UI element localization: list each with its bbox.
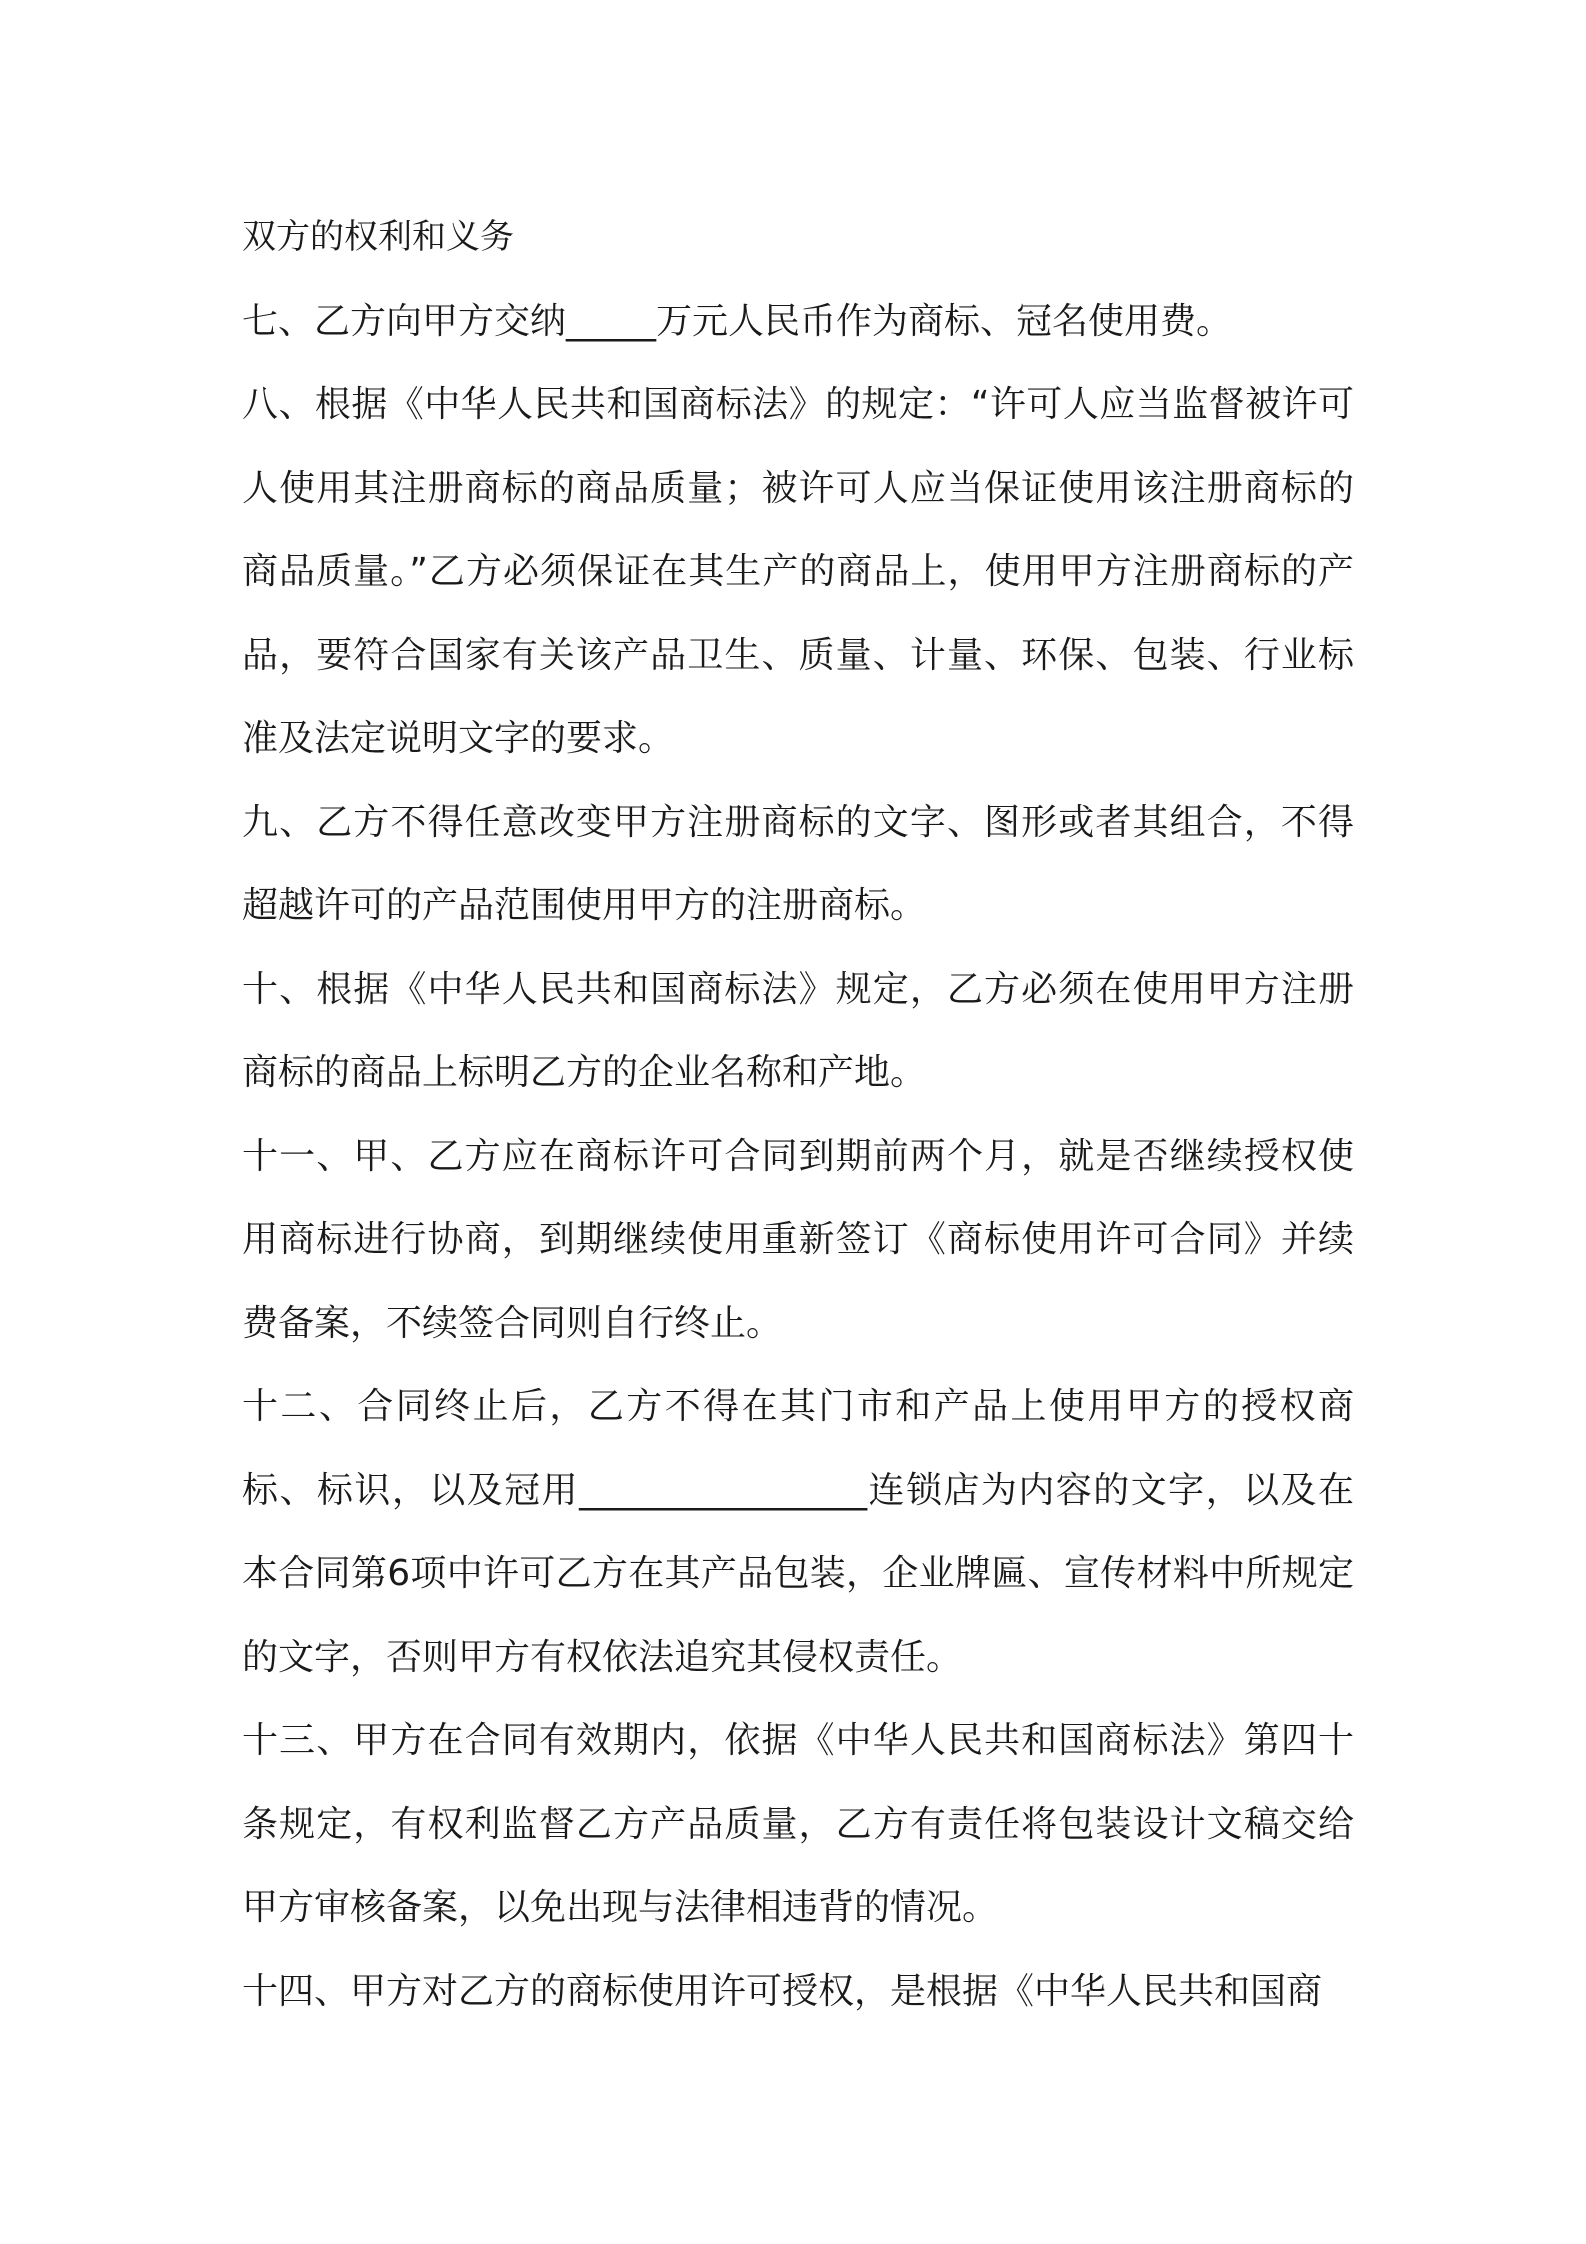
clause-9: 九、乙方不得任意改变甲方注册商标的文字、图形或者其组合，不得超越许可的产品范围使用甲方的注册商标。 [242,801,1354,926]
clause-10: 十、根据《中华人民共和国商标法》规定，乙方必须在使用甲方注册商标的商品上标明乙方的企业名称和产地。 [242,968,1354,1093]
clause-12: 十二、合同终止后，乙方不得在其门市和产品上使用甲方的授权商标、标识，以及冠用________________连锁店为内容的文字，以及在本合同第6项中许可乙方在其产品包装，企业牌匾、宣传材料中所规定的文字，否则甲方有权依法追究其侵权责任。 [242,1386,1354,1678]
document-page [242,196,1354,2033]
clause-14: 十四、甲方对乙方的商标使用许可授权，是根据《中华人民共和国商 [242,1970,1323,2012]
clause-7: 七、乙方向甲方交纳_____万元人民币作为商标、冠名使用费。 [242,300,1233,342]
section-heading: 双方的权利和义务 [242,217,514,257]
clause-8: 八、根据《中华人民共和国商标法》的规定：“许可人应当监督被许可人使用其注册商标的商品质量；被许可人应当保证使用该注册商标的商品质量。”乙方必须保证在其生产的商品上，使用甲方注册商标的产品，要符合国家有关该产品卫生、质量、计量、环保、包装、行业标准及法定说明文字的要求。 [242,384,1354,759]
clause-13: 十三、甲方在合同有效期内，依据《中华人民共和国商标法》第四十条规定，有权利监督乙方产品质量，乙方有责任将包装设计文稿交给甲方审核备案，以免出现与法律相违背的情况。 [242,1720,1354,1928]
clause-11: 十一、甲、乙方应在商标许可合同到期前两个月，就是否继续授权使用商标进行协商，到期继续使用重新签订《商标使用许可合同》并续费备案，不续签合同则自行终止。 [242,1135,1354,1344]
